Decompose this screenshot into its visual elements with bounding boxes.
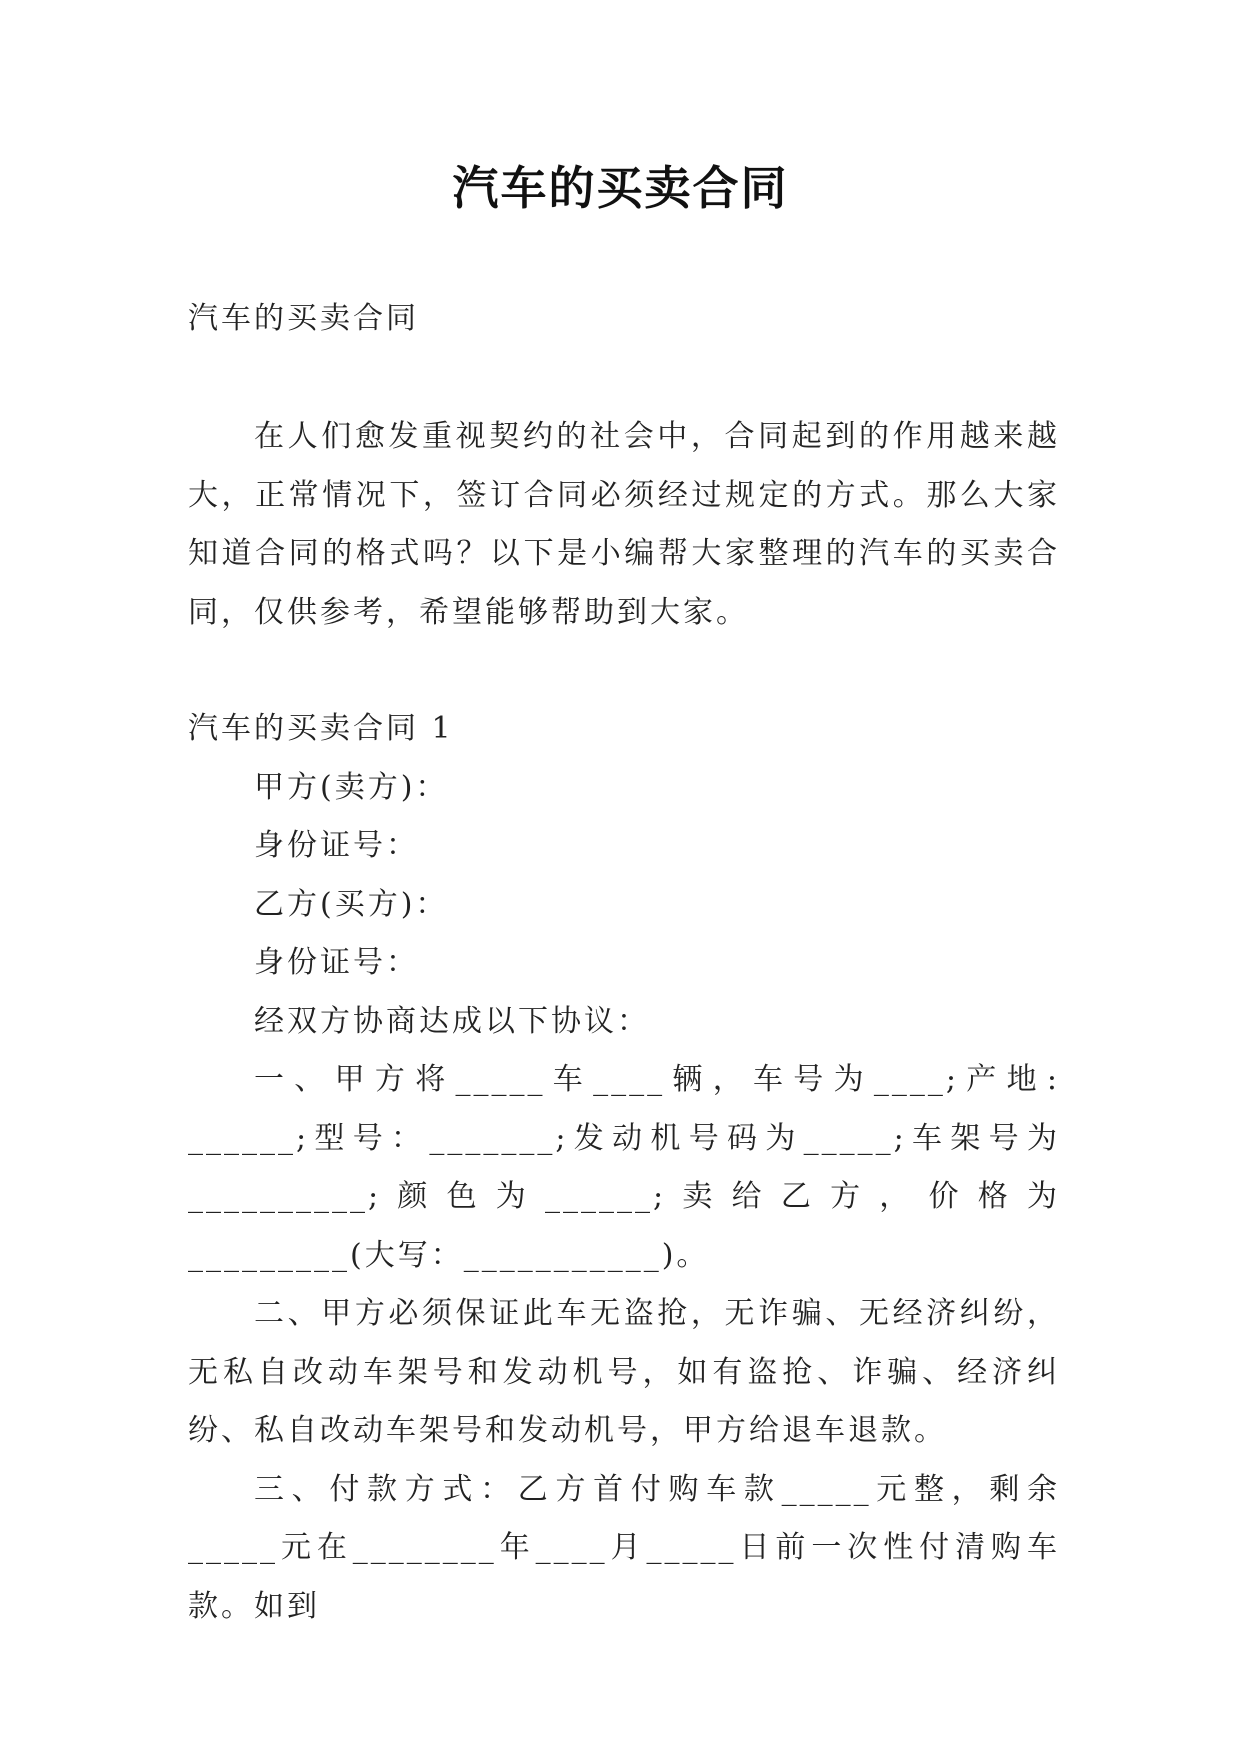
party-b-id-line: 身份证号： xyxy=(254,945,419,980)
clause-3: 三、付款方式：乙方首付购车款_____元整，剩余_____元在________年____月_____日前一次性付清购车款。如到 xyxy=(188,1471,1060,1624)
document-subtitle: 汽车的买卖合同 xyxy=(188,301,419,336)
clause-1: 一、甲方将_____车____辆，车号为____;产地: ______;型号：_______;发动机号码为_____;车架号为__________;颜色为______;卖给乙方，价格为_________(大写：___________)。 xyxy=(188,1062,1060,1273)
party-a-id-line: 身份证号： xyxy=(254,828,419,863)
clause-2: 二、甲方必须保证此车无盗抢，无诈骗、无经济纠纷，无私自改动车架号和发动机号，如有盗抢、诈骗、经济纠纷、私自改动车架号和发动机号，甲方给退车退款。 xyxy=(188,1296,1060,1448)
document-title: 汽车的买卖合同 xyxy=(452,161,789,215)
intro-block xyxy=(188,408,1060,642)
party-a-line: 甲方(卖方)： xyxy=(254,769,449,805)
intro-paragraph: 在人们愈发重视契约的社会中，合同起到的作用越来越大，正常情况下，签订合同必须经过规定的方式。那么大家知道合同的格式吗？以下是小编帮大家整理的汽车的买卖合同，仅供参考，希望能够帮助到大家。 xyxy=(188,419,1060,630)
section-heading: 汽车的买卖合同 1 xyxy=(188,711,454,746)
document-subtitle-block xyxy=(188,290,1060,349)
contract-body xyxy=(188,700,1060,1636)
party-b-line: 乙方(买方)： xyxy=(254,886,449,922)
agreement-intro: 经双方协商达成以下协议： xyxy=(254,1003,650,1039)
